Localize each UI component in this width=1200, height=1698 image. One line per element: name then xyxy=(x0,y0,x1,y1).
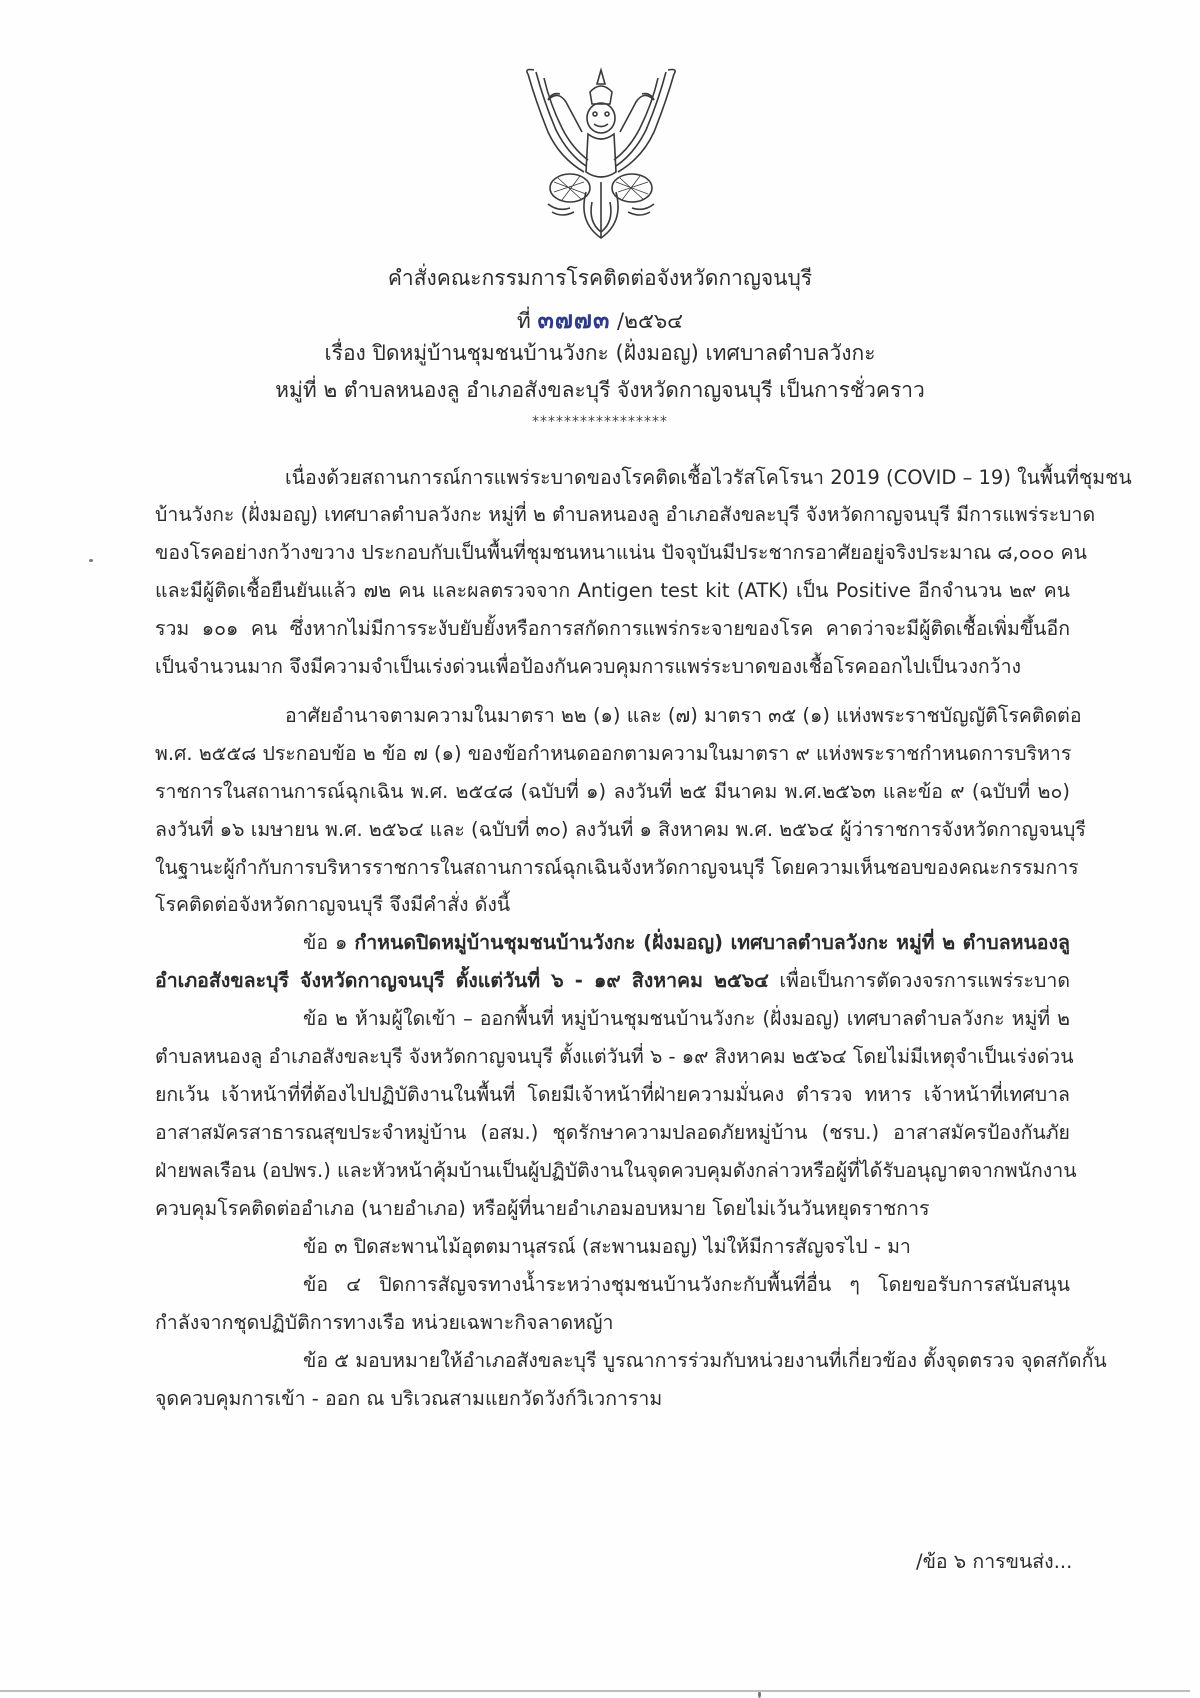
clause-4-line: กำลังจากชุดปฏิบัติการทางเรือ หน่วยเฉพาะกิจลาดหญ้า xyxy=(155,1311,614,1334)
order-title: คำสั่งคณะกรรมการโรคติดต่อจังหวัดกาญจนบุรี xyxy=(387,266,813,290)
paragraph-line: บ้านวังกะ (ฝั่งมอญ) เทศบาลตำบลวังกะ หมู่ที่ ๒ ตำบลหนองลู อำเภอสังขละบุรี จังหวัดกาญจนบุรี มีการแพร่ระบาด xyxy=(155,503,1096,526)
paragraph-line: เป็นจำนวนมาก จึงมีความจำเป็นเร่งด่วนเพื่อป้องกันควบคุมการแพร่ระบาดของเชื้อโรคออกไปเป็นวงกว้าง xyxy=(155,655,1022,678)
order-number-prefix: ที่ xyxy=(516,309,531,333)
clause-3-line: ข้อ ๓ ปิดสะพานไม้อุตตมานุสรณ์ (สะพานมอญ) ไม่ให้มีการสัญจรไป - มา xyxy=(303,1235,911,1258)
paragraph-line: โรคติดต่อจังหวัดกาญจนบุรี จึงมีคำสั่ง ดังนี้ xyxy=(155,893,511,916)
order-number-year: /๒๕๖๔ xyxy=(617,309,684,333)
paragraph-line: ลงวันที่ ๑๖ เมษายน พ.ศ. ๒๕๖๔ และ (ฉบับที่ ๓๐) ลงวันที่ ๑ สิงหาคม พ.ศ. ๒๕๖๔ ผู้ว่าราชการจังหวัดกาญจนบุรี xyxy=(155,818,1086,841)
clause-2-line: ยกเว้น เจ้าหน้าที่ที่ต้องไปปฏิบัติงานในพื้นที่ โดยมีเจ้าหน้าที่ฝ่ายความมั่นคง ตำรวจ ทหาร เจ้าหน้าที่เทศบาล xyxy=(155,1083,1070,1106)
clause-1-text-rest: เพื่อเป็นการตัดวงจรการแพร่ระบาด xyxy=(768,969,1070,992)
paragraph-line: ราชการในสถานการณ์ฉุกเฉิน พ.ศ. ๒๕๔๘ (ฉบับที่ ๑) ลงวันที่ ๒๕ มีนาคม พ.ศ.๒๕๖๓ และข้อ ๙ (ฉบับที่ ๒๐) xyxy=(155,780,1070,803)
paragraph-line: ของโรคอย่างกว้างขวาง ประกอบกับเป็นพื้นที่ชุมชนหนาแน่น ปัจจุบันมีประชากรอาศัยอยู่จริงประมาณ ๘,๐๐๐ คน xyxy=(155,541,1087,564)
clause-1-line-2 xyxy=(155,971,1070,991)
scan-speck xyxy=(758,1691,761,1698)
clause-5-line: จุดควบคุมการเข้า - ออก ณ บริเวณสามแยกวัดวังก์วิเวการาม xyxy=(155,1387,663,1410)
paragraph-line: รวม ๑๐๑ คน ซึ่งหากไม่มีการระงับยับยั้งหรือการสกัดการแพร่กระจายของโรค คาดว่าจะมีผู้ติดเชื้อเพิ่มขึ้นอีก xyxy=(155,617,1070,640)
clause-1-label: ข้อ ๑ xyxy=(303,931,348,954)
paragraph-line: อาศัยอำนาจตามความในมาตรา ๒๒ (๑) และ (๗) มาตรา ๓๕ (๑) แห่งพระราชบัญญัติโรคติดต่อ xyxy=(285,704,1082,727)
subject-line-1: เรื่อง ปิดหมู่บ้านชุมชนบ้านวังกะ (ฝั่งมอญ) เทศบาลตำบลวังกะ xyxy=(324,341,876,365)
scan-speck xyxy=(89,559,93,562)
clause-4-line: ข้อ ๔ ปิดการสัญจรทางน้ำระหว่างชุมชนบ้านวังกะกับพื้นที่อื่น ๆ โดยขอรับการสนับสนุน xyxy=(303,1273,1070,1296)
clause-2-line: ฝ่ายพลเรือน (อปพร.) และหัวหน้าคุ้มบ้านเป็นผู้ปฏิบัติงานในจุดควบคุมดังกล่าวหรือผู้ที่ได้รับอนุญาตจากพนักงาน xyxy=(155,1159,1077,1182)
garuda-emblem-icon xyxy=(518,62,684,244)
clause-1-text-bold: กำหนดปิดหมู่บ้านชุมชนบ้านวังกะ (ฝั่งมอญ) เทศบาลตำบลวังกะ หมู่ที่ ๒ ตำบลหนองลู xyxy=(354,931,1070,954)
clause-1-line-1 xyxy=(303,933,1070,953)
paragraph-line: ในฐานะผู้กำกับการบริหารราชการในสถานการณ์ฉุกเฉินจังหวัดกาญจนบุรี โดยความเห็นชอบของคณะกรรมการ xyxy=(155,856,1079,879)
clause-2-line: ควบคุมโรคติดต่ออำเภอ (นายอำเภอ) หรือผู้ที่นายอำเภอมอบหมาย โดยไม่เว้นวันหยุดราชการ xyxy=(155,1197,930,1220)
page-edge xyxy=(0,1690,1190,1692)
paragraph-line: และมีผู้ติดเชื้อยืนยันแล้ว ๗๒ คน และผลตรวจจาก Antigen test kit (ATK) เป็น Positive อีกจำนวน ๒๙ คน xyxy=(155,579,1070,602)
order-number xyxy=(0,300,1200,339)
clause-2-line: ข้อ ๒ ห้ามผู้ใดเข้า – ออกพื้นที่ หมู่บ้านชุมชนบ้านวังกะ (ฝั่งมอญ) เทศบาลตำบลวังกะ หมู่ที่ ๒ xyxy=(303,1007,1070,1030)
continuation-note: /ข้อ ๖ การขนส่ง... xyxy=(916,1550,1073,1573)
subject-line-2: หมู่ที่ ๒ ตำบลหนองลู อำเภอสังขละบุรี จังหวัดกาญจนบุรี เป็นการชั่วคราว xyxy=(275,378,925,402)
clause-2-line: อาสาสมัครสาธารณสุขประจำหมู่บ้าน (อสม.) ชุดรักษาความปลอดภัยหมู่บ้าน (ชรบ.) อาสาสมัครป้องกันภัย xyxy=(155,1121,1070,1144)
order-number-handwritten: ๓๗๗๓ xyxy=(537,306,611,334)
clause-5-line: ข้อ ๕ มอบหมายให้อำเภอสังขละบุรี บูรณาการร่วมกับหน่วยงานที่เกี่ยวข้อง ตั้งจุดตรวจ จุดสกัดกั้น xyxy=(303,1349,1107,1372)
paragraph-line: พ.ศ. ๒๕๕๘ ประกอบข้อ ๒ ข้อ ๗ (๑) ของข้อกำหนดออกตามความในมาตรา ๙ แห่งพระราชกำหนดการบริหาร xyxy=(155,742,1072,765)
separator-stars: ***************** xyxy=(532,414,668,430)
clause-2-line: ตำบลหนองลู อำเภอสังขละบุรี จังหวัดกาญจนบุรี ตั้งแต่วันที่ ๖ - ๑๙ สิงหาคม ๒๕๖๔ โดยไม่มีเหตุจำเป็นเร่งด่วน xyxy=(155,1045,1074,1068)
paragraph-line: เนื่องด้วยสถานการณ์การแพร่ระบาดของโรคติดเชื้อไวรัสโคโรนา 2019 (COVID – 19) ในพื้นที่ชุมชน xyxy=(285,466,1132,489)
clause-1-text-bold-2: อำเภอสังขละบุรี จังหวัดกาญจนบุรี ตั้งแต่วันที่ ๖ - ๑๙ สิงหาคม ๒๕๖๔ xyxy=(155,969,769,992)
